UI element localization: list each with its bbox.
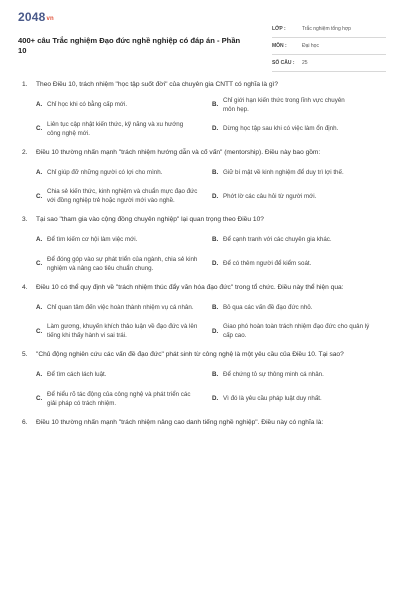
meta-class-row (272, 24, 386, 38)
question-item (22, 350, 382, 408)
option-text: Làm gương, khuyến khích thảo luận về đạo đức và lên tiếng khi thấy hành vi sai trái. (47, 323, 198, 339)
question-item (22, 80, 382, 138)
option-text: Chỉ giới hạn kiến thức trong lĩnh vực chuyên môn hẹp. (223, 96, 345, 113)
option-letter: D. (212, 395, 219, 402)
question-text: "Chủ động nghiên cứu các vấn đề đạo đức" phát sinh từ công nghệ là một yêu cầu của Điều 10. Tại sao? (36, 351, 344, 358)
option-text: Chia sẻ kiến thức, kinh nghiệm và chuẩn mực đạo đức với đồng nghiệp trẻ hoặc người mới vào nghề. (47, 188, 198, 204)
option-letter: A. (36, 101, 43, 108)
option-letter: D. (212, 327, 219, 335)
question-item (22, 283, 382, 341)
question-text: Điều 10 có thể quy định về "trách nhiệm thúc đẩy văn hóa đạo đức" trong tổ chức. Điều này thể hiện qua: (36, 283, 344, 291)
meta-value: 25 (302, 60, 308, 66)
question-number: 5. (22, 351, 28, 358)
site-logo[interactable] (18, 10, 54, 24)
answer-option-a[interactable] (36, 163, 206, 181)
meta-subject-row (272, 41, 386, 55)
option-letter: C. (36, 395, 43, 402)
question-number: 4. (22, 283, 28, 291)
answer-option-b[interactable] (212, 366, 382, 384)
option-letter: A. (36, 168, 43, 176)
meta-count-row (272, 58, 386, 72)
option-letter: A. (36, 303, 43, 311)
question-item (22, 215, 382, 273)
answer-option-d[interactable] (212, 255, 382, 273)
answer-option-d[interactable] (212, 120, 382, 138)
answer-options (22, 231, 382, 273)
answer-option-a[interactable] (36, 231, 206, 249)
question-stem (22, 350, 382, 360)
answer-option-b[interactable] (212, 163, 382, 181)
meta-label: SỐ CÂU : (272, 60, 295, 66)
question-stem (22, 283, 382, 293)
answer-option-d[interactable] (212, 187, 382, 205)
question-item (22, 418, 382, 428)
document-title: 400+ câu Trắc nghiệm Đạo đức nghề nghiệp có đáp án - Phần 10 (18, 36, 241, 55)
meta-value: Đại học (302, 43, 319, 49)
option-text: Để chứng tỏ sự thông minh cá nhân. (223, 371, 324, 378)
answer-option-c[interactable] (36, 390, 206, 408)
answer-option-b[interactable] (212, 298, 382, 316)
meta-label: LỚP : (272, 26, 286, 32)
meta-label: MÔN : (272, 43, 287, 49)
option-letter: A. (36, 236, 43, 243)
option-text: Để cạnh tranh với các chuyên gia khác. (223, 236, 332, 243)
document-meta (272, 24, 386, 75)
question-text: Theo Điều 10, trách nhiệm "học tập suốt đời" của chuyên gia CNTT có nghĩa là gì? (36, 81, 278, 88)
option-letter: B. (212, 168, 219, 176)
option-text: Giao phó hoàn toàn trách nhiệm đạo đức cho quản lý cấp cao. (223, 323, 370, 339)
option-text: Vì đó là yêu cầu pháp luật duy nhất. (223, 395, 322, 402)
option-text: Chỉ học khi có bằng cấp mới. (47, 101, 128, 108)
option-text: Bỏ qua các vấn đề đạo đức nhỏ. (223, 303, 313, 311)
option-letter: C. (36, 327, 43, 335)
option-text: Để đóng góp vào sự phát triển của ngành, chia sẻ kinh nghiệm và nâng cao tiêu chuẩn chung. (47, 255, 198, 272)
document-header (18, 10, 382, 66)
question-number: 1. (22, 81, 28, 88)
answer-option-b[interactable] (212, 96, 382, 114)
question-stem (22, 215, 382, 225)
answer-option-b[interactable] (212, 231, 382, 249)
option-text: Để hiểu rõ tác động của công nghệ và phát triển các giải pháp có trách nhiệm. (47, 390, 191, 407)
answer-option-c[interactable] (36, 120, 206, 138)
option-text: Để tìm kiếm cơ hội làm việc mới. (47, 236, 138, 243)
option-text: Để tìm cách lách luật. (47, 371, 107, 378)
answer-option-c[interactable] (36, 322, 206, 340)
option-letter: B. (212, 101, 219, 108)
option-letter: D. (212, 260, 219, 267)
question-item (22, 148, 382, 206)
question-stem (22, 418, 382, 428)
option-letter: C. (36, 260, 43, 267)
option-letter: D. (212, 192, 219, 200)
option-letter: B. (212, 303, 219, 311)
question-stem (22, 148, 382, 158)
question-number: 3. (22, 216, 28, 223)
option-letter: C. (36, 125, 43, 132)
answer-option-d[interactable] (212, 322, 382, 340)
logo-text: 2048 (18, 10, 46, 24)
question-text: Điều 10 thường nhấn mạnh "trách nhiệm nâng cao danh tiếng nghề nghiệp". Điều này có nghĩa là: (36, 418, 324, 426)
answer-option-a[interactable] (36, 298, 206, 316)
option-text: Phớt lờ các câu hỏi từ người mới. (223, 192, 317, 200)
answer-options (22, 96, 382, 138)
question-number: 6. (22, 418, 28, 426)
option-letter: C. (36, 192, 43, 200)
answer-options (22, 163, 382, 205)
meta-value: Trắc nghiệm tổng hợp (302, 26, 351, 32)
answer-option-c[interactable] (36, 255, 206, 273)
option-text: Chỉ giúp đỡ những người có lợi cho mình. (47, 168, 163, 176)
question-text: Tại sao "tham gia vào cộng đồng chuyên nghiệp" lại quan trọng theo Điều 10? (36, 216, 264, 223)
answer-options (22, 298, 382, 340)
option-letter: A. (36, 371, 43, 378)
question-number: 2. (22, 148, 28, 156)
answer-option-a[interactable] (36, 366, 206, 384)
question-stem (22, 80, 382, 90)
option-text: Liên tục cập nhật kiến thức, kỹ năng và xu hướng công nghệ mới. (47, 120, 184, 137)
option-letter: B. (212, 371, 219, 378)
answer-option-d[interactable] (212, 390, 382, 408)
option-text: Giữ bí mật về kinh nghiệm để duy trì lợi thế. (223, 168, 344, 176)
option-text: Để có thêm người để kiểm soát. (223, 260, 312, 267)
option-text: Chỉ quan tâm đến việc hoàn thành nhiệm vụ cá nhân. (47, 303, 194, 311)
answer-options (22, 366, 382, 408)
question-list (22, 80, 382, 437)
answer-option-c[interactable] (36, 187, 206, 205)
logo-suffix: vn (46, 16, 54, 22)
option-text: Dừng học tập sau khi có việc làm ổn định. (223, 125, 339, 132)
answer-option-a[interactable] (36, 96, 206, 114)
option-letter: B. (212, 236, 219, 243)
question-text: Điều 10 thường nhấn mạnh "trách nhiệm hướng dẫn và cố vấn" (mentorship). Điều này bao gồm: (36, 148, 321, 156)
option-letter: D. (212, 125, 219, 132)
